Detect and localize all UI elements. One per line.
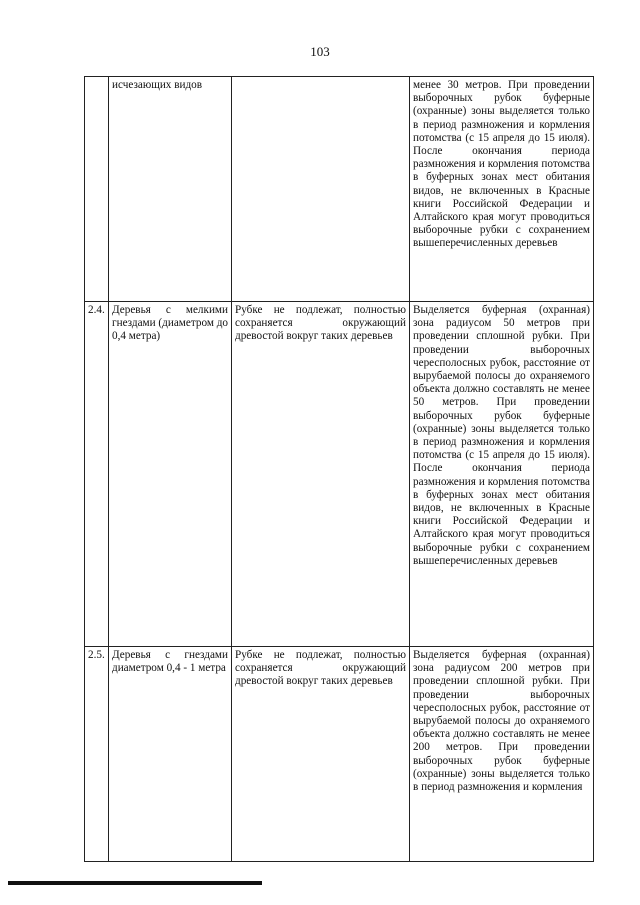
table-row bbox=[85, 647, 594, 862]
row-number-cell: 2.5. bbox=[85, 647, 109, 862]
table-row bbox=[85, 77, 594, 302]
buffer-zone-cell: Выделяется буферная (охранная) зона радиусом 50 метров при проведении сплошной рубки. При проведении выборочных чересполосных рубок, расстояние от вырубаемой полосы до охраняемого объекта должно составлять не менее 50 метров. При проведении выборочных рубок буферные (охранные) зоны выделяется только в период размножения и кормления потомства (с 15 апреля до 15 июля). После окончания периода размножения и кормления потомства в буферных зонах мест обитания видов, не включенных в Красные книги Российской Федерации и Алтайского края могут проводиться выборочные рубки с сохранением вышеперечисленных деревьев bbox=[410, 302, 594, 647]
object-cell: Деревья с мелкими гнездами (диаметром до 0,4 метра) bbox=[109, 302, 232, 647]
rule-cell bbox=[232, 77, 410, 302]
rule-cell: Рубке не подлежат, полностью сохраняется окружающий древостой вокруг таких деревьев bbox=[232, 647, 410, 862]
object-cell: исчезающих видов bbox=[109, 77, 232, 302]
protection-table bbox=[84, 76, 594, 862]
object-cell: Деревья с гнездами диаметром 0,4 - 1 метра bbox=[109, 647, 232, 862]
row-number-cell bbox=[85, 77, 109, 302]
table-row bbox=[85, 302, 594, 647]
buffer-zone-cell: менее 30 метров. При проведении выборочных рубок буферные (охранные) зоны выделяется только в период размножения и кормления потомства (с 15 апреля до 15 июля). После окончания периода размножения и кормления потомства в буферных зонах мест обитания видов, не включенных в Красные книги Российской Федерации и Алтайского края могут проводиться выборочные рубки с сохранением вышеперечисленных деревьев bbox=[410, 77, 594, 302]
rule-cell: Рубке не подлежат, полностью сохраняется окружающий древостой вокруг таких деревьев bbox=[232, 302, 410, 647]
footer-rule-line bbox=[8, 881, 262, 885]
buffer-zone-cell: Выделяется буферная (охранная) зона радиусом 200 метров при проведении сплошной рубки. При проведении выборочных чересполосных рубок, расстояние от вырубаемой полосы до охраняемого объекта должно составлять не менее 200 метров. При проведении выборочных рубок буферные (охранные) зоны выделяется только в период размножения и кормления bbox=[410, 647, 594, 862]
row-number-cell: 2.4. bbox=[85, 302, 109, 647]
page-number: 103 bbox=[310, 44, 330, 59]
